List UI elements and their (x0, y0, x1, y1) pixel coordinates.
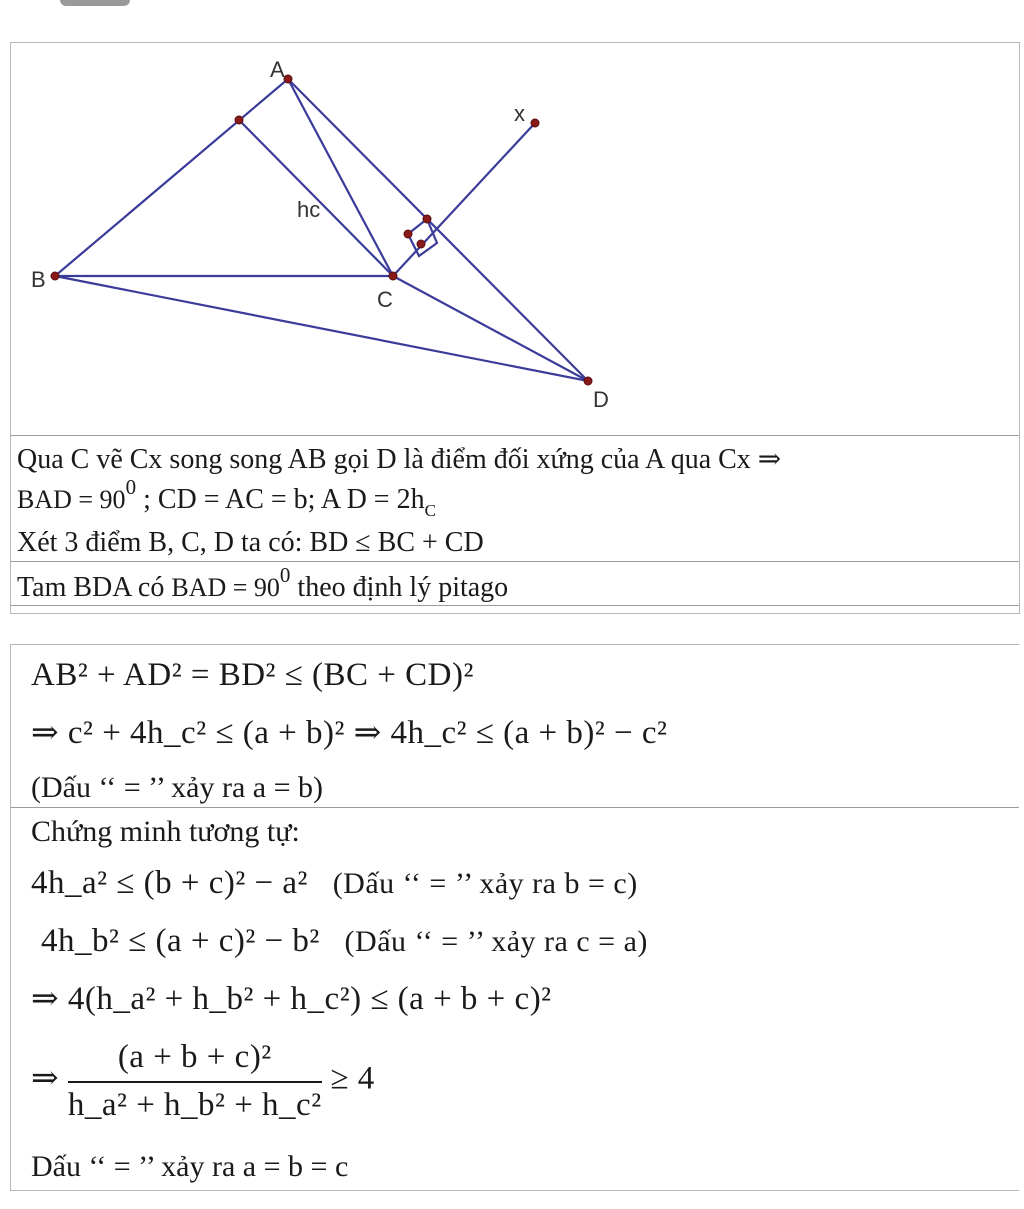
segment-ba (55, 79, 288, 276)
label-x: x (514, 101, 525, 126)
equation-6: ⇒ $\frac{\text{(a + b + c)²}}{\text{h\_a² + h\_b² + h\_c²}}$ ≥ 4 (31, 1039, 375, 1123)
point-mark-2 (404, 230, 412, 238)
label-d: D (593, 387, 609, 412)
proof-line-1: Qua C vẽ Cx song song AB gọi D là điểm đối xứng của A qua Cx ⇒ (17, 444, 782, 475)
top-band (0, 0, 1024, 40)
label-a: A (270, 57, 285, 82)
segment-ac (288, 79, 393, 276)
segment-bd (55, 276, 588, 381)
divider-2 (11, 561, 1019, 562)
top-decoration (60, 0, 130, 6)
fraction: $\frac{\text{(a + b + c)²}}{\text{h\_a² + h\_b² + h\_c²}}$ (67, 1039, 322, 1123)
point-foot (235, 116, 243, 124)
divider-3 (11, 605, 1019, 606)
point-x (531, 119, 539, 127)
equation-2: ⇒ c² + 4h_c² ≤ (a + b)² ⇒ 4h_c² ≤ (a + b)² − c² (31, 715, 668, 751)
point-b (51, 272, 59, 280)
proof-line-3: Xét 3 điểm B, C, D ta có: BD ≤ BC + CD (17, 527, 484, 558)
label-hc: hc (297, 197, 321, 222)
label-c: C (377, 287, 393, 312)
divider-4 (11, 807, 1019, 808)
proof-line-2: BAD = $90^0$ ; CD = AC = b; A $D = 2h_C$ (17, 475, 436, 520)
point-mark-1 (423, 215, 431, 223)
triangle-diagram (11, 43, 1019, 433)
point-a (284, 75, 292, 83)
ray-cx (393, 123, 535, 276)
divider-1 (11, 435, 1019, 436)
point-mark-3 (417, 240, 425, 248)
section-heading: Chứng minh tương tự: (31, 815, 300, 848)
equality-note-1: (Dấu ‘‘ = ’’ xảy ra a = b) (31, 771, 324, 804)
geometry-panel (10, 42, 1020, 614)
equation-4: 4h_b² ≤ (a + c)² − b² (Dấu ‘‘ = ’’ xảy ra c = a) (41, 923, 648, 959)
segment-cd (393, 276, 588, 381)
label-b: B (31, 267, 46, 292)
point-c (389, 272, 397, 280)
equations-panel (10, 644, 1019, 1191)
equation-5: ⇒ 4(h_a² + h_b² + h_c²) ≤ (a + b + c)² (31, 981, 552, 1017)
segment-ad (288, 79, 588, 381)
equation-3: 4h_a² ≤ (b + c)² − a² (Dấu ‘‘ = ’’ xảy ra b = c) (31, 865, 638, 901)
equation-1: AB² + AD² = BD² ≤ (BC + CD)² (31, 657, 474, 693)
final-equality-note: Dấu ‘‘ = ’’ xảy ra a = b = c (31, 1150, 349, 1183)
proof-line-4: Tam BDA có BAD = $90^0$ theo định lý pitago (17, 563, 509, 603)
point-d (584, 377, 592, 385)
